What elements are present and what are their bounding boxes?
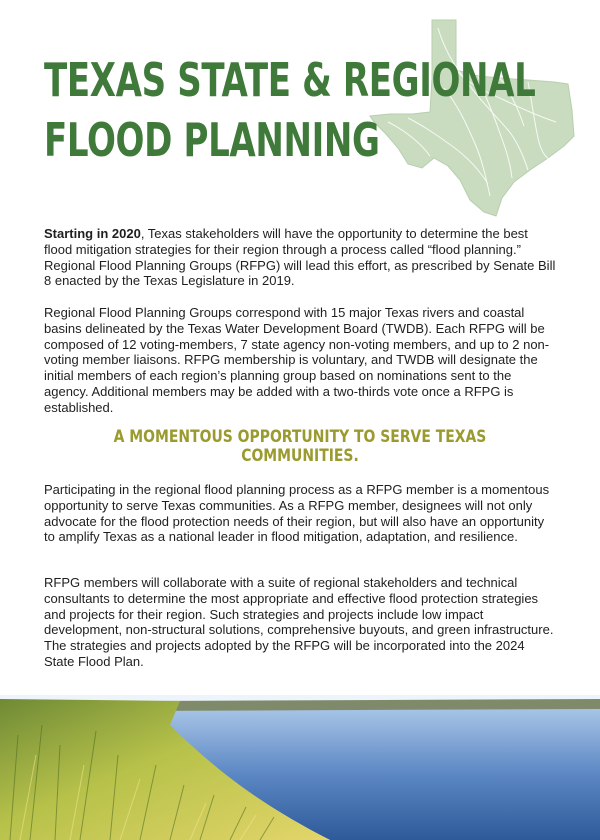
opportunity-paragraph: Participating in the regional flood planning process as a RFPG member is a momentous opportunity to serve Texas communities. As a RFPG member, designees will not only advocate for the flood protection needs of their region, but will also have an opportunity to amplify Texas as a national leader in flood mitigation, adaptation, and resilience. bbox=[44, 482, 550, 545]
intro-lead: Starting in 2020 bbox=[44, 226, 141, 241]
page-title bbox=[44, 50, 535, 170]
section-subheading: A MOMENTOUS OPPORTUNITY TO SERVE TEXAS COMMUNITIES. bbox=[113, 427, 487, 466]
collaboration-paragraph: RFPG members will collaborate with a suite of regional stakeholders and technical consultants to determine the most appropriate and effective flood protection strategies and projects for their region. Such strategies and projects include low impact development, non-structural solutions, comprehensive buyouts, and green infrastructure. The strategies and projects adopted by the RFPG will be incorporated into the 2024 State Flood Plan. bbox=[44, 575, 554, 669]
title-line-2: FLOOD PLANNING bbox=[44, 113, 380, 167]
wetland-photo bbox=[0, 695, 600, 840]
title-line-1: TEXAS STATE & REGIONAL bbox=[44, 53, 536, 107]
rfpg-composition-paragraph: Regional Flood Planning Groups correspond with 15 major Texas rivers and coastal basins delineated by the Texas Water Development Board (TWDB). Each RFPG will be composed of 12 voting-members, 7 state agency non-voting members, and up to 2 non-voting member liaisons. RFPG membership is voluntary, and TWDB will designate the initial members of each region’s planning group based on nominations sent to the agency. Additional members may be added with a two-thirds vote once a RFPG is established. bbox=[44, 305, 550, 415]
intro-text: , Texas stakeholders will have the opportunity to determine the best flood mitigation strategies for their region through a process called “flood planning.” Regional Flood Planning Groups (RFPG) will lead this effort, as prescribed by Senate Bill 8 enacted by the Texas Legislature in 2019. bbox=[44, 226, 556, 289]
intro-paragraph bbox=[44, 226, 556, 289]
